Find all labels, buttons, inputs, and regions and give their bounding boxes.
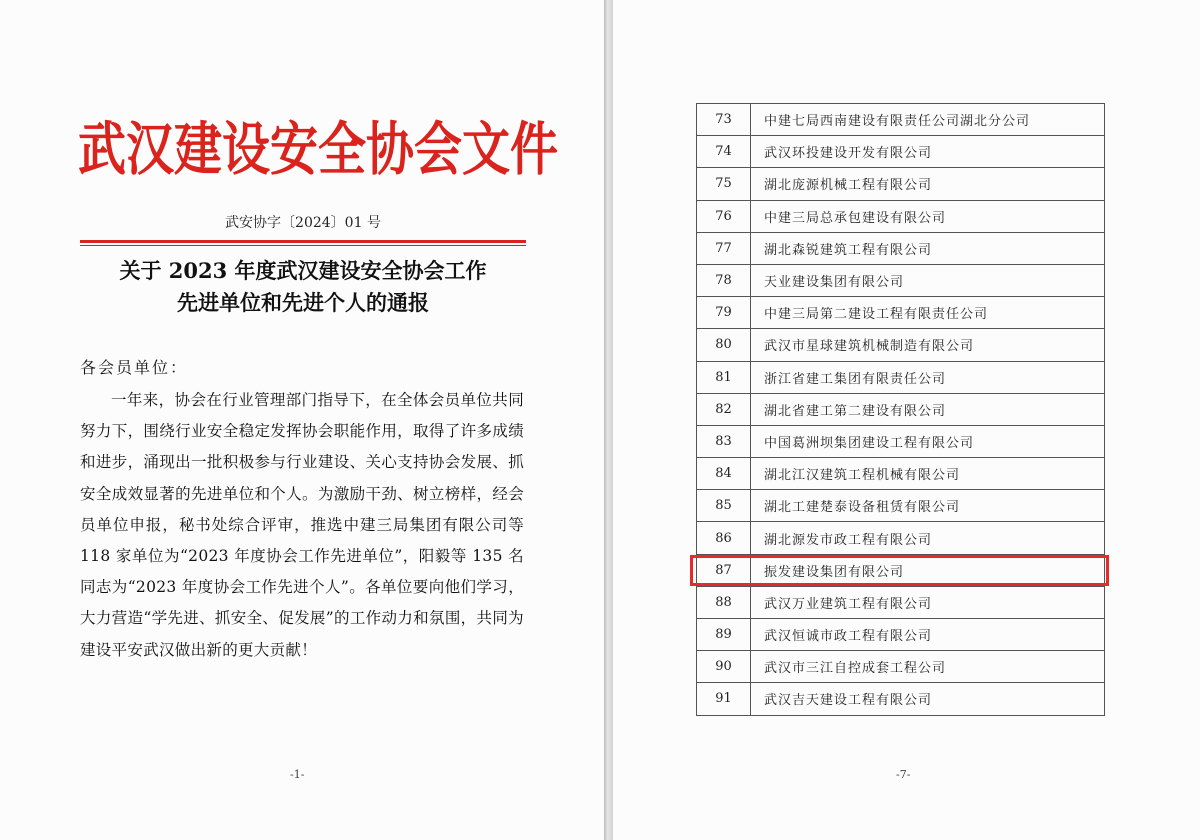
table-row — [697, 490, 1105, 522]
table-row — [697, 393, 1105, 425]
advanced-units-table — [696, 103, 1105, 716]
row-number: 86 — [697, 522, 751, 554]
table-row — [697, 200, 1105, 232]
row-number: 78 — [697, 264, 751, 296]
row-number: 77 — [697, 232, 751, 264]
table-row — [697, 683, 1105, 715]
unit-name: 浙江省建工集团有限责任公司 — [751, 361, 1105, 393]
table-row — [697, 586, 1105, 618]
row-number: 76 — [697, 200, 751, 232]
page-number-right: -7- — [896, 768, 911, 781]
notice-title — [80, 255, 526, 319]
notice-title-line-2: 先进单位和先进个人的通报 — [177, 290, 429, 315]
row-number: 84 — [697, 458, 751, 490]
table-row — [697, 232, 1105, 264]
table-row — [697, 522, 1105, 554]
row-number: 90 — [697, 651, 751, 683]
table-row — [697, 329, 1105, 361]
unit-name: 武汉市星球建筑机械制造有限公司 — [751, 329, 1105, 361]
table-body — [697, 104, 1105, 716]
salutation: 各会员单位： — [80, 358, 189, 377]
row-number: 91 — [697, 683, 751, 715]
red-divider-thin — [80, 245, 526, 246]
red-divider-thick — [80, 240, 526, 243]
document-number: 武安协字〔2024〕01 号 — [225, 215, 381, 231]
unit-name: 武汉吉天建设工程有限公司 — [751, 683, 1105, 715]
notice-title-line-1: 关于 2023 年度武汉建设安全协会工作 — [119, 258, 487, 283]
row-number: 82 — [697, 393, 751, 425]
book-gutter — [604, 0, 613, 840]
unit-name: 振发建设集团有限公司 — [751, 554, 1105, 586]
page-7 — [613, 0, 1200, 840]
unit-name: 武汉万业建筑工程有限公司 — [751, 586, 1105, 618]
unit-name: 中建三局第二建设工程有限责任公司 — [751, 297, 1105, 329]
body-paragraph: 一年来，协会在行业管理部门指导下，在全体会员单位共同努力下，围绕行业安全稳定发挥协会职能作用，取得了许多成绩和进步，涌现出一批积极参与行业建设、关心支持协会发展、抓安全成效显著的先进单位和个人。为激励干劲、树立榜样，经会员单位申报，秘书处综合评审，推选中建三局集团有限公司等 118 家单位为“2023 年度协会工作先进单位”，阳毅等 135 名同志为“2023 年度协会工作先进个人”。各单位要向他们学习，大力营造“学先进、抓安全、促发展”的工作动力和氛围，共同为建设平安武汉做出新的更大贡献！ — [80, 391, 524, 659]
unit-name: 中建三局总承包建设有限公司 — [751, 200, 1105, 232]
row-number: 80 — [697, 329, 751, 361]
row-number: 81 — [697, 361, 751, 393]
row-number: 74 — [697, 136, 751, 168]
row-number: 79 — [697, 297, 751, 329]
table-row — [697, 425, 1105, 457]
row-number: 88 — [697, 586, 751, 618]
unit-name: 湖北省建工第二建设有限公司 — [751, 393, 1105, 425]
document-header-title: 武汉建设安全协会文件 — [78, 116, 559, 184]
row-number: 89 — [697, 619, 751, 651]
table-row — [697, 168, 1105, 200]
table-row — [697, 651, 1105, 683]
unit-name: 湖北森锐建筑工程有限公司 — [751, 232, 1105, 264]
table-row — [697, 104, 1105, 136]
unit-name: 武汉恒诚市政工程有限公司 — [751, 619, 1105, 651]
unit-name: 湖北江汉建筑工程机械有限公司 — [751, 458, 1105, 490]
unit-name: 湖北源发市政工程有限公司 — [751, 522, 1105, 554]
row-number: 87 — [697, 554, 751, 586]
table-row — [697, 619, 1105, 651]
row-number: 85 — [697, 490, 751, 522]
table-row — [697, 458, 1105, 490]
table-row — [697, 297, 1105, 329]
unit-name: 湖北庞源机械工程有限公司 — [751, 168, 1105, 200]
row-number: 73 — [697, 104, 751, 136]
unit-name: 中建七局西南建设有限责任公司湖北分公司 — [751, 104, 1105, 136]
highlight-box — [690, 555, 1109, 586]
unit-name: 武汉市三江自控成套工程公司 — [751, 651, 1105, 683]
unit-name: 武汉环投建设开发有限公司 — [751, 136, 1105, 168]
page-number-left: -1- — [290, 768, 305, 781]
table-row — [697, 136, 1105, 168]
row-number: 83 — [697, 425, 751, 457]
unit-name: 天业建设集团有限公司 — [751, 264, 1105, 296]
table-row — [697, 264, 1105, 296]
unit-name: 中国葛洲坝集团建设工程有限公司 — [751, 425, 1105, 457]
unit-name: 湖北工建楚泰设备租赁有限公司 — [751, 490, 1105, 522]
table-row — [697, 361, 1105, 393]
row-number: 75 — [697, 168, 751, 200]
